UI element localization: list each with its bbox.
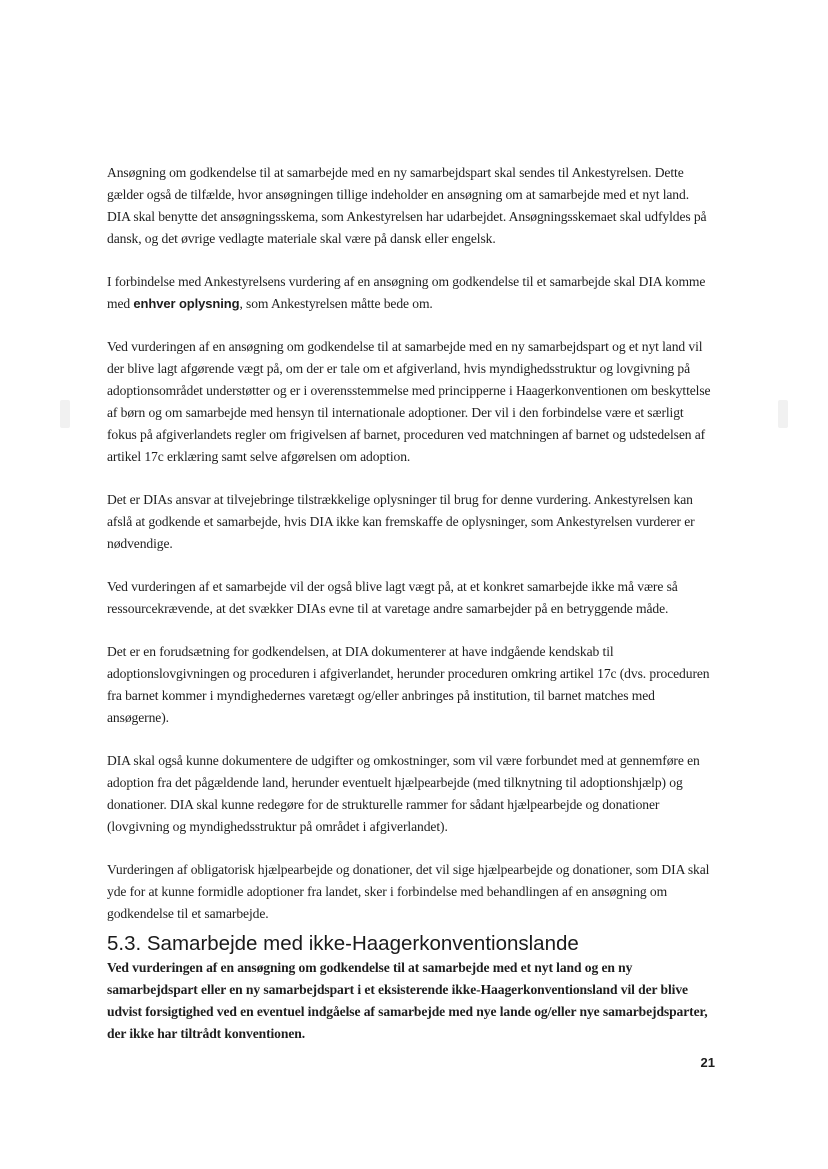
paragraph-text: , som Ankestyrelsen måtte bede om.: [239, 296, 433, 311]
document-body: [107, 162, 713, 1045]
paragraph-documentation-requirement: Det er en forudsætning for godkendelsen, at DIA dokumenterer at have indgående kendskab til adoptionslovgivningen og proceduren i afgiverlandet, herunder proceduren omkring artikel 17c (dvs. proceduren fra barnet kommer i myndighedernes varetægt og/eller anbringes på institution, til barnet matches med ansøgerne).: [107, 644, 710, 725]
paragraph-information-requirement: [107, 271, 713, 315]
paragraph-mandatory-aid: Vurderingen af obligatorisk hjælpearbejde og donationer, det vil sige hjælpearbejde og donationer, som DIA skal yde for at kunne formidle adoptioner fra landet, sker i forbindelse med behandlingen af en ansøgning om godkendelse til et samarbejde.: [107, 862, 710, 921]
scan-artifact-right: [778, 400, 788, 428]
scan-artifact-left: [60, 400, 70, 428]
paragraph-dia-responsibility: Det er DIAs ansvar at tilvejebringe tilstrækkelige oplysninger til brug for denne vurdering. Ankestyrelsen kan afslå at godkende et samarbejde, hvis DIA ikke kan fremskaffe de oplysninger, som Ankestyrelsen vurderer er nødvendige.: [107, 492, 695, 551]
section-paragraph: Ved vurderingen af en ansøgning om godkendelse til at samarbejde med et nyt land og en ny samarbejdspart eller en ny samarbejdspart i et eksisterende ikke-Haagerkonventionsland vil der blive udvist forsigtighed ved en eventuel indgåelse af samarbejde med nye lande og/eller nye samarbejdsparter, der ikke har tiltrådt konventionen.: [107, 960, 708, 1041]
paragraph-application-submission: Ansøgning om godkendelse til at samarbejde med en ny samarbejdspart skal sendes til Ankestyrelsen. Dette gælder også de tilfælde, hvor ansøgningen tillige indeholder en ansøgning om at samarbejde med et nyt land. DIA skal benytte det ansøgningsskema, som Ankestyrelsen har udarbejdet. Ansøgningsskemaet skal udfyldes på dansk, og det øvrige vedlagte materiale skal være på dansk eller engelsk.: [107, 165, 707, 246]
emphasis-text: enhver oplysning: [133, 296, 240, 311]
page-number: 21: [700, 1055, 715, 1070]
paragraph-assessment-criteria: Ved vurderingen af en ansøgning om godkendelse til at samarbejde med en ny samarbejdspart og et nyt land vil der blive lagt afgørende vægt på, om der er tale om et afgiverland, hvis myndighedsstruktur og lovgivning på adoptionsområdet understøtter og er i overensstemmelse med principperne i Haagerkonventionen om beskyttelse af børn og om samarbejde med hensyn til internationale adoptioner. Der vil i den forbindelse være et særligt fokus på afgiverlandets regler om frigivelsen af barnet, proceduren ved matchningen af barnet og udstedelsen af artikel 17c erklæring samt selve afgørelsen om adoption.: [107, 339, 711, 464]
paragraph-resource-demand: Ved vurderingen af et samarbejde vil der også blive lagt vægt på, at et konkret samarbejde ikke må være så ressourcekrævende, at det svækker DIAs evne til at varetage andre samarbejder på en betryggende måde.: [107, 579, 678, 616]
paragraph-text: I forbindelse med Ankestyrelsens vurdering af en ansøgning om godkendelse til et samarbejde skal DIA komme med: [107, 274, 706, 311]
section-heading: 5.3. Samarbejde med ikke-Haagerkonventionslande: [107, 932, 579, 955]
paragraph-costs-and-donations: DIA skal også kunne dokumentere de udgifter og omkostninger, som vil være forbundet med at gennemføre en adoption fra det pågældende land, herunder eventuelt hjælpearbejde (med tilknytning til adoptionshjælp) og donationer. DIA skal kunne redegøre for de strukturelle rammer for sådant hjælpearbejde og donationer (lovgivning og myndighedsstruktur på området i afgiverlandet).: [107, 753, 700, 834]
